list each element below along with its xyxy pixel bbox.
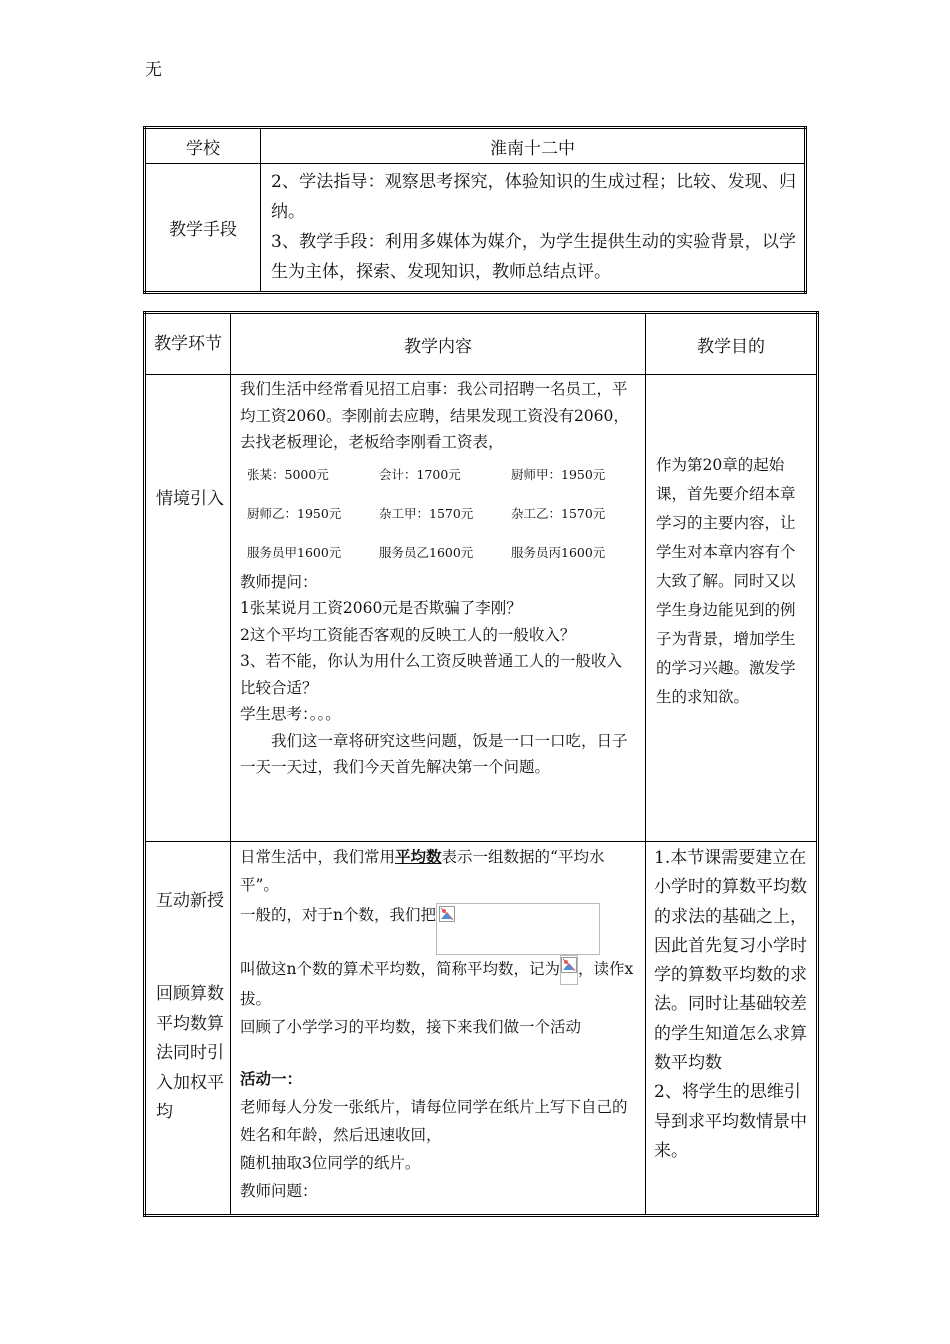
p4-text: 回顾了小学学习的平均数，接下来我们做一个活动 (240, 1018, 582, 1036)
question-line: 2这个平均工资能否客观的反映工人的一般收入？ (240, 625, 576, 644)
stage-interactive-title: 互动新授 (156, 891, 224, 911)
info-table (143, 126, 807, 294)
salary-item: 服务员丙1600元 (511, 544, 606, 560)
p3-pre: 叫做这n个数的算术平均数，简称平均数，记为 (240, 960, 560, 978)
stage-review-title: 回顾算数平均数算法同时引入加权平均 (156, 984, 224, 1122)
salary-list (247, 463, 637, 565)
intro-content (231, 375, 645, 781)
lesson-table (143, 311, 819, 1217)
activity-title: 活动一： (240, 1069, 303, 1088)
col-header-content: 教学内容 (231, 313, 646, 375)
header-mark: 无 (145, 60, 162, 80)
term-average: 平均数 (395, 847, 442, 866)
salary-item: 杂工乙：1570元 (511, 505, 606, 521)
salary-item: 会计：1700元 (379, 466, 461, 482)
question-line: 3、若不能，你认为用什么工资反映普通工人的一般收入比较合适？ (240, 652, 622, 697)
means-label: 教学手段 (145, 164, 261, 293)
question-line: 学生思考：。。。 (240, 705, 341, 723)
p1-post: 表示一组数据的“平均水平”。 (240, 848, 605, 894)
salary-item: 厨师乙：1950元 (247, 505, 342, 521)
broken-image-icon (561, 957, 577, 973)
p3-post: ，读作x拔。 (240, 960, 634, 1008)
stage-intro: 情境引入 (156, 489, 224, 509)
salary-item: 厨师甲：1950元 (511, 466, 606, 482)
school-label: 学校 (145, 128, 261, 164)
interactive-content (231, 842, 645, 1205)
p1-pre: 日常生活中，我们常用 (240, 848, 396, 866)
activity-line: 老师每人分发一张纸片，请每位同学在纸片上写下自己的姓名和年龄，然后迅速收回， (240, 1098, 628, 1144)
salary-item: 张某：5000元 (247, 466, 329, 482)
p2-text: 一般的，对于n个数，我们把 (240, 906, 436, 924)
question-line: 教师提问： (240, 572, 318, 591)
purpose-interactive: 1.本节课需要建立在小学时的算数平均数的求法的基础之上，因此首先复习小学时学的算数平均数的求法。同时让基础较差的学生知道怎么求算数平均数 2、将学生的思维引导到求平均数情景中来。 (654, 848, 807, 1161)
salary-item: 服务员乙1600元 (379, 544, 474, 560)
activity-line: 随机抽取3位同学的纸片。 (240, 1154, 421, 1172)
intro-paragraph: 我们生活中经常看见招工启事：我公司招聘一名员工，平均工资2060。李刚前去应聘，结果发现工资没有2060，去找老板理论，老板给李刚看工资表， (240, 380, 629, 451)
salary-item: 服务员甲1600元 (247, 544, 342, 560)
activity-line: 教师问题： (240, 1182, 318, 1200)
col-header-purpose: 教学目的 (646, 313, 818, 375)
col-header-stage: 教学环节 (145, 313, 231, 375)
closing-paragraph: 我们这一章将研究这些问题，饭是一口一口吃，日子一天一天过，我们今天首先解决第一个问题。 (240, 731, 628, 776)
stage-interactive (146, 842, 230, 1128)
question-line: 1张某说月工资2060元是否欺骗了李刚？ (240, 599, 522, 617)
means-content (261, 164, 806, 293)
formula-image (436, 903, 600, 955)
xbar-image (560, 955, 578, 985)
means-line-2: 3、教学手段：利用多媒体为媒介，为学生提供生动的实验背景，以学生为主体，探索、发现知识，教师总结点评。 (271, 232, 796, 282)
means-line-1: 2、学法指导：观察思考探究，体验知识的生成过程；比较、发现、归纳。 (271, 172, 796, 222)
school-value: 淮南十二中 (261, 128, 806, 164)
purpose-intro: 作为第20章的起始课，首先要介绍本章学习的主要内容，让学生对本章内容有个大致了解。同时又以学生身边能见到的例子为背景，增加学生的学习兴趣。激发学生的求知欲。 (656, 456, 796, 706)
salary-item: 杂工甲：1570元 (379, 505, 474, 521)
broken-image-icon (439, 906, 455, 922)
